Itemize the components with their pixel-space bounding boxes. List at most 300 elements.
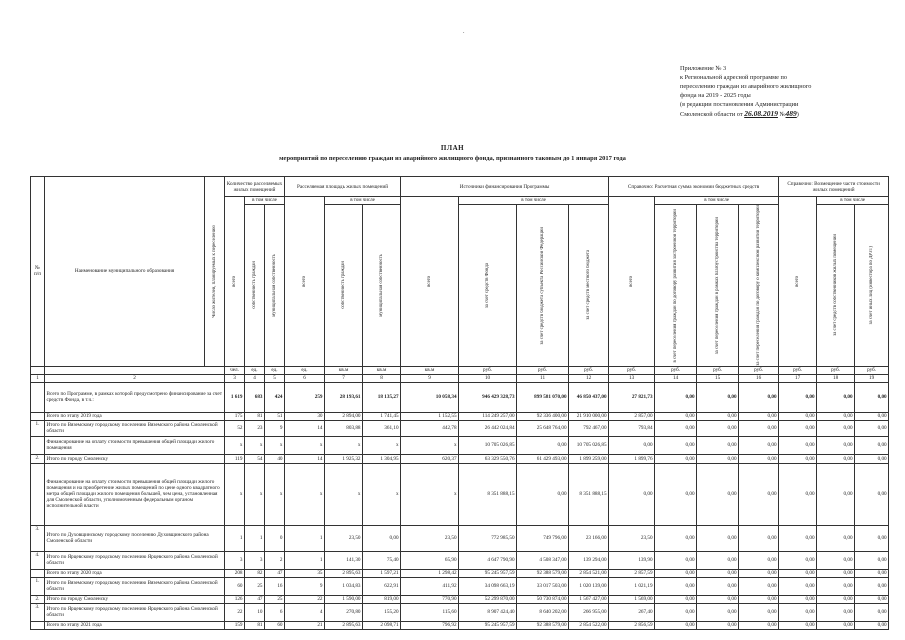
value-cell: 0,00 bbox=[655, 412, 697, 420]
value-cell: 0,00 bbox=[817, 595, 855, 603]
value-cell: 1 304,95 bbox=[363, 454, 401, 463]
value-cell: x bbox=[363, 463, 401, 525]
value-cell: 0,00 bbox=[697, 463, 739, 525]
header-comp-b-text: за счет иных лиц (инвестора по ДРЗТ) bbox=[868, 246, 874, 325]
header-comp-b bbox=[855, 205, 889, 367]
column-number-cell: 16 bbox=[739, 374, 779, 382]
value-cell: 819,00 bbox=[363, 595, 401, 603]
value-cell: 2 857,59 bbox=[609, 569, 655, 577]
value-cell: 361,10 bbox=[363, 420, 401, 436]
row-number: 4. bbox=[31, 551, 45, 569]
value-cell: x bbox=[225, 436, 245, 454]
value-cell: 0,00 bbox=[739, 595, 779, 603]
header-no: № п/п bbox=[31, 177, 45, 367]
row-number: 1. bbox=[31, 577, 45, 595]
value-cell: 63 329 550,76 bbox=[459, 454, 517, 463]
value-cell: 10 705 026,85 bbox=[569, 436, 609, 454]
document-title: ПЛАН bbox=[440, 144, 465, 152]
value-cell: 139 294,00 bbox=[569, 551, 609, 569]
value-cell: 0,00 bbox=[855, 436, 889, 454]
value-cell: 0,00 bbox=[817, 463, 855, 525]
row-number: 3. bbox=[31, 603, 45, 621]
table-row bbox=[31, 577, 889, 595]
value-cell: 23 166,00 bbox=[569, 525, 609, 551]
value-cell: 208 bbox=[225, 569, 245, 577]
value-cell: 0,00 bbox=[817, 621, 855, 629]
header-fin-total-text: всего bbox=[426, 275, 432, 287]
header-area-municipal bbox=[363, 205, 401, 367]
table-row bbox=[31, 436, 889, 454]
column-number-cell: 2 bbox=[45, 374, 225, 382]
value-cell: 0,00 bbox=[739, 454, 779, 463]
value-cell: 2 856,59 bbox=[609, 621, 655, 629]
unit-cell: руб. bbox=[779, 366, 817, 374]
value-cell: 0,00 bbox=[817, 420, 855, 436]
value-cell: 0,00 bbox=[855, 577, 889, 595]
value-cell: x bbox=[325, 463, 363, 525]
municipality-name: Финансирование на оплату стоимости превышения общей площади жилого помещения и на приобретение жилых помещений по цене одного квадратного метра общей площади жилого помещения большей, чем цена, установленная для Смоленской области, уполномоченным федеральным органом исполнительной власти bbox=[45, 463, 225, 525]
value-cell: 0,00 bbox=[739, 621, 779, 629]
value-cell: x bbox=[265, 436, 285, 454]
value-cell: 442,78 bbox=[401, 420, 459, 436]
appendix-line-suffix: ) bbox=[796, 111, 799, 118]
value-cell: 35 bbox=[285, 569, 325, 577]
appendix-line: (в редакции постановления Администрации bbox=[680, 101, 799, 108]
value-cell: 22 bbox=[225, 603, 245, 621]
column-number-cell: 1 bbox=[31, 374, 45, 382]
value-cell: 770,90 bbox=[401, 595, 459, 603]
header-comp-total-text: всего bbox=[794, 275, 800, 287]
value-cell: 0,00 bbox=[817, 412, 855, 420]
unit-cell: кв.м bbox=[363, 366, 401, 374]
value-cell: 52 bbox=[225, 420, 245, 436]
column-number-cell: 6 bbox=[285, 374, 325, 382]
header-rooms-private-text: собственность граждан bbox=[251, 261, 257, 310]
unit-cell: руб. bbox=[817, 366, 855, 374]
value-cell: 0,00 bbox=[739, 382, 779, 412]
value-cell: 25 bbox=[265, 595, 285, 603]
value-cell: 1 020 139,00 bbox=[569, 577, 609, 595]
value-cell: 60 bbox=[265, 621, 285, 629]
value-cell: 8 907 424,40 bbox=[459, 603, 517, 621]
row-number: 2. bbox=[31, 595, 45, 603]
value-cell: 0,00 bbox=[655, 420, 697, 436]
unit-cell: руб. bbox=[609, 366, 655, 374]
plan-table-body bbox=[31, 382, 889, 629]
value-cell: 1 590,00 bbox=[325, 595, 363, 603]
row-number: 3. bbox=[31, 525, 45, 551]
value-cell: x bbox=[401, 436, 459, 454]
municipality-name: Всего по этапу 2020 года bbox=[45, 569, 225, 577]
table-row bbox=[31, 454, 889, 463]
value-cell: 622,91 bbox=[363, 577, 401, 595]
value-cell: 65,90 bbox=[401, 551, 459, 569]
row-number bbox=[31, 412, 45, 420]
value-cell: 0,00 bbox=[739, 420, 779, 436]
unit-cell: ед. bbox=[245, 366, 265, 374]
column-number-cell: 19 bbox=[855, 374, 889, 382]
value-cell: 0,00 bbox=[817, 551, 855, 569]
value-cell: 10 705 026,85 bbox=[459, 436, 517, 454]
unit-cell: руб. bbox=[697, 366, 739, 374]
header-municipality: Наименование муниципального образования bbox=[45, 177, 205, 367]
municipality-name: Итого по Вяземскому городскому поселению Вяземского района Смоленской области bbox=[45, 577, 225, 595]
value-cell: 0,00 bbox=[779, 525, 817, 551]
row-number: 1. bbox=[31, 420, 45, 436]
number-prefix: № bbox=[779, 111, 786, 118]
value-cell: 2 854 522,00 bbox=[569, 621, 609, 629]
value-cell: 95 245 957,59 bbox=[459, 621, 517, 629]
value-cell: 0,00 bbox=[697, 525, 739, 551]
value-cell: 0,00 bbox=[817, 436, 855, 454]
appendix-line: фонда на 2019 - 2025 годы bbox=[680, 92, 751, 99]
value-cell: 0,00 bbox=[609, 436, 655, 454]
table-row bbox=[31, 595, 889, 603]
value-cell: 0,00 bbox=[855, 621, 889, 629]
value-cell: 266 955,00 bbox=[569, 603, 609, 621]
value-cell: 0,00 bbox=[697, 436, 739, 454]
value-cell: 14 bbox=[285, 420, 325, 436]
value-cell: 803,88 bbox=[325, 420, 363, 436]
municipality-name: Итого по Духовщинскому городскому поселению Духовщинского района Смоленской области bbox=[45, 525, 225, 551]
header-rooms-total bbox=[225, 197, 245, 367]
value-cell: 2 bbox=[265, 551, 285, 569]
value-cell: 0,00 bbox=[817, 382, 855, 412]
value-cell: 1 bbox=[285, 525, 325, 551]
value-cell: 1 bbox=[225, 525, 245, 551]
header-rooms-municipal bbox=[265, 205, 285, 367]
value-cell: 0,00 bbox=[655, 595, 697, 603]
value-cell: 115,60 bbox=[401, 603, 459, 621]
value-cell: 9 bbox=[285, 577, 325, 595]
value-cell: 21 910 000,00 bbox=[569, 412, 609, 420]
value-cell: 22 bbox=[285, 595, 325, 603]
unit-cell: чел. bbox=[225, 366, 245, 374]
value-cell: 749 796,00 bbox=[517, 525, 569, 551]
value-cell: 61 429 493,00 bbox=[517, 454, 569, 463]
header-area-private bbox=[325, 205, 363, 367]
value-cell: 0,00 bbox=[697, 454, 739, 463]
value-cell: 0,00 bbox=[697, 420, 739, 436]
value-cell: 8 351 888,15 bbox=[459, 463, 517, 525]
municipality-name: Итого по Ярцевскому городскому поселению Ярцевского района Смоленской области bbox=[45, 551, 225, 569]
value-cell: 0,00 bbox=[779, 551, 817, 569]
value-cell: 139,90 bbox=[609, 551, 655, 569]
header-rooms-total-text: всего bbox=[231, 275, 237, 287]
value-cell: 0,00 bbox=[655, 621, 697, 629]
value-cell: 0,00 bbox=[855, 420, 889, 436]
value-cell: 0,00 bbox=[697, 595, 739, 603]
value-cell: 81 bbox=[245, 621, 265, 629]
value-cell: 27 821,73 bbox=[609, 382, 655, 412]
handwritten-date: 26.08.2019 bbox=[744, 109, 778, 118]
value-cell: 2 857,00 bbox=[609, 412, 655, 420]
value-cell: 0,00 bbox=[855, 595, 889, 603]
value-cell: 60 bbox=[225, 577, 245, 595]
unit-cell: руб. bbox=[569, 366, 609, 374]
value-cell: 0,00 bbox=[817, 603, 855, 621]
unit-cell: руб. bbox=[739, 366, 779, 374]
appendix-line: Приложение № 3 bbox=[680, 65, 727, 72]
value-cell: 0,00 bbox=[697, 621, 739, 629]
value-cell: 0,00 bbox=[697, 603, 739, 621]
appendix-block bbox=[680, 64, 885, 119]
unit-cell bbox=[31, 366, 45, 374]
value-cell: 0,00 bbox=[855, 525, 889, 551]
column-number-cell: 15 bbox=[697, 374, 739, 382]
value-cell: 899 581 070,00 bbox=[517, 382, 569, 412]
value-cell: 1 899 259,00 bbox=[569, 454, 609, 463]
table-row bbox=[31, 569, 889, 577]
header-residents bbox=[205, 177, 225, 367]
value-cell: 10 bbox=[245, 603, 265, 621]
value-cell: 23,50 bbox=[609, 525, 655, 551]
header-area-municipal-text: муниципальная собственность bbox=[378, 253, 384, 317]
municipality-name: Итого по городу Смоленску bbox=[45, 595, 225, 603]
value-cell: 1 034,83 bbox=[325, 577, 363, 595]
value-cell: 2 895,63 bbox=[325, 621, 363, 629]
value-cell: x bbox=[401, 463, 459, 525]
table-row bbox=[31, 603, 889, 621]
value-cell: 0,00 bbox=[655, 569, 697, 577]
value-cell: 126 bbox=[225, 595, 245, 603]
value-cell: 0,00 bbox=[779, 603, 817, 621]
value-cell: 0,00 bbox=[655, 463, 697, 525]
value-cell: 424 bbox=[265, 382, 285, 412]
value-cell: x bbox=[245, 463, 265, 525]
value-cell: x bbox=[363, 436, 401, 454]
header-area-total-text: всего bbox=[301, 275, 307, 287]
value-cell: 1 925,32 bbox=[325, 454, 363, 463]
header-fin-total bbox=[401, 197, 459, 367]
unit-cell: кв.м bbox=[325, 366, 363, 374]
value-cell: 23,50 bbox=[401, 525, 459, 551]
value-cell: 141,30 bbox=[325, 551, 363, 569]
value-cell: 0,00 bbox=[655, 436, 697, 454]
value-cell: 3 bbox=[245, 551, 265, 569]
value-cell: 1 569,00 bbox=[609, 595, 655, 603]
column-number-cell: 3 bbox=[225, 374, 245, 382]
value-cell: 0,00 bbox=[779, 577, 817, 595]
value-cell: 2 894,00 bbox=[325, 412, 363, 420]
header-rooms-including: в том числе bbox=[245, 197, 285, 205]
value-cell: 47 bbox=[265, 569, 285, 577]
header-fin-fund bbox=[459, 205, 517, 367]
value-cell: 75,40 bbox=[363, 551, 401, 569]
value-cell: 0,00 bbox=[817, 454, 855, 463]
row-number bbox=[31, 436, 45, 454]
value-cell: 0,00 bbox=[817, 569, 855, 577]
header-comp-including: в том числе bbox=[817, 197, 889, 205]
value-cell: 47 bbox=[245, 595, 265, 603]
value-cell: 0,00 bbox=[739, 603, 779, 621]
value-cell: 0,00 bbox=[609, 463, 655, 525]
column-number-cell: 8 bbox=[363, 374, 401, 382]
unit-cell: кв.м bbox=[401, 366, 459, 374]
row-number: 2. bbox=[31, 454, 45, 463]
table-row bbox=[31, 420, 889, 436]
table-row bbox=[31, 551, 889, 569]
value-cell: 81 bbox=[245, 412, 265, 420]
value-cell: 411,92 bbox=[401, 577, 459, 595]
document-subtitle: мероприятий по переселению граждан из аварийного жилищного фонда, признанного таковым до 1 января 2017 года bbox=[279, 155, 626, 162]
value-cell: 1 152,55 bbox=[401, 412, 459, 420]
value-cell: 0,00 bbox=[739, 569, 779, 577]
value-cell: 946 429 328,73 bbox=[459, 382, 517, 412]
value-cell: 0,00 bbox=[779, 595, 817, 603]
header-comp-total bbox=[779, 197, 817, 367]
column-numbers-row bbox=[31, 374, 889, 382]
value-cell: 1 597,21 bbox=[363, 569, 401, 577]
column-number-cell: 7 bbox=[325, 374, 363, 382]
unit-cell: ед. bbox=[265, 366, 285, 374]
value-cell: 0,00 bbox=[739, 577, 779, 595]
value-cell: 8 640 202,00 bbox=[517, 603, 569, 621]
value-cell: 10 058,34 bbox=[401, 382, 459, 412]
header-reference-compensation: Справочно: Возмещение части стоимости жилых помещений bbox=[779, 177, 889, 197]
value-cell: 793,84 bbox=[609, 420, 655, 436]
value-cell: 0,00 bbox=[779, 569, 817, 577]
value-cell: 0,00 bbox=[779, 382, 817, 412]
header-dot: . bbox=[463, 29, 465, 35]
row-number bbox=[31, 463, 45, 525]
value-cell: 46 850 437,00 bbox=[569, 382, 609, 412]
value-cell: 0,00 bbox=[697, 412, 739, 420]
value-cell: 0,00 bbox=[779, 412, 817, 420]
header-saving-including: в том числе bbox=[655, 197, 779, 205]
value-cell: 9 bbox=[265, 420, 285, 436]
value-cell: 0,00 bbox=[739, 551, 779, 569]
value-cell: 28 193,61 bbox=[325, 382, 363, 412]
appendix-line: к Региональной адресной программе по bbox=[680, 74, 788, 81]
header-saving-total bbox=[609, 197, 655, 367]
municipality-name: Финансирование на оплату стоимости превышения общей площади жилого помещения bbox=[45, 436, 225, 454]
column-number-cell: 13 bbox=[609, 374, 655, 382]
header-residents-text: Число жителей, планируемых к переселению bbox=[211, 224, 217, 318]
unit-cell: ед. bbox=[285, 366, 325, 374]
value-cell: 4 bbox=[285, 603, 325, 621]
header-comp-a-text: за счет средств собственников жилых помещений bbox=[832, 234, 838, 337]
value-cell: 25 648 764,00 bbox=[517, 420, 569, 436]
column-number-cell: 10 bbox=[459, 374, 517, 382]
value-cell: 92 336 400,00 bbox=[517, 412, 569, 420]
header-saving-a-text: в счет переселения граждан по договору развития застроенной территории bbox=[672, 208, 678, 363]
value-cell: 114 249 257,00 bbox=[459, 412, 517, 420]
value-cell: 0,00 bbox=[855, 412, 889, 420]
header-fin-local-text: за счет средств местного бюджета bbox=[585, 250, 591, 321]
value-cell: 95 245 957,59 bbox=[459, 569, 517, 577]
value-cell: 0,00 bbox=[779, 621, 817, 629]
value-cell: 50 730 874,00 bbox=[517, 595, 569, 603]
value-cell: 772 985,50 bbox=[459, 525, 517, 551]
row-number bbox=[31, 621, 45, 629]
value-cell: 92 388 579,00 bbox=[517, 569, 569, 577]
value-cell: 0,00 bbox=[739, 463, 779, 525]
value-cell: 0,00 bbox=[855, 551, 889, 569]
value-cell: 16 bbox=[265, 577, 285, 595]
value-cell: 175 bbox=[225, 412, 245, 420]
value-cell: 0,00 bbox=[817, 525, 855, 551]
value-cell: 33 017 503,00 bbox=[517, 577, 569, 595]
value-cell: 620,37 bbox=[401, 454, 459, 463]
header-fin-subject-text: за счет средств бюджета субъекта Российской Федерации bbox=[539, 226, 545, 345]
value-cell: 52 299 870,00 bbox=[459, 595, 517, 603]
header-saving-a bbox=[655, 205, 697, 367]
value-cell: 92 388 579,00 bbox=[517, 621, 569, 629]
table-row bbox=[31, 412, 889, 420]
municipality-name: Итого по городу Смоленску bbox=[45, 454, 225, 463]
value-cell: 21 bbox=[285, 621, 325, 629]
header-area-private-text: собственность граждан bbox=[340, 261, 346, 310]
value-cell: 1 619 bbox=[225, 382, 245, 412]
value-cell: 1 298,42 bbox=[401, 569, 459, 577]
header-area: Расселяемая площадь жилых помещений bbox=[285, 177, 401, 197]
value-cell: 1 741,45 bbox=[363, 412, 401, 420]
municipality-name: Всего по Программе, в рамках которой предусмотрено финансирование за счет средств Фонда, в т.ч.: bbox=[45, 382, 225, 412]
unit-cell: руб. bbox=[855, 366, 889, 374]
value-cell: 792 467,00 bbox=[569, 420, 609, 436]
column-number-cell: 4 bbox=[245, 374, 265, 382]
value-cell: 0,00 bbox=[655, 525, 697, 551]
municipality-name: Итого по Вяземскому городскому поселению Вяземского района Смоленской области bbox=[45, 420, 225, 436]
value-cell: x bbox=[285, 436, 325, 454]
value-cell: 14 bbox=[285, 454, 325, 463]
value-cell: 0,00 bbox=[697, 382, 739, 412]
header-comp-a bbox=[817, 205, 855, 367]
value-cell: 4 647 790,90 bbox=[459, 551, 517, 569]
value-cell: 54 bbox=[245, 454, 265, 463]
municipality-name: Всего по этапу 2021 года bbox=[45, 621, 225, 629]
value-cell: 0,00 bbox=[655, 577, 697, 595]
column-number-cell: 5 bbox=[265, 374, 285, 382]
header-rooms-count: Количество расселяемых жилых помещений bbox=[225, 177, 285, 197]
value-cell: 1 899,76 bbox=[609, 454, 655, 463]
value-cell: 0,00 bbox=[739, 525, 779, 551]
value-cell: 267,40 bbox=[609, 603, 655, 621]
table-row bbox=[31, 525, 889, 551]
column-number-cell: 14 bbox=[655, 374, 697, 382]
value-cell: 159 bbox=[225, 621, 245, 629]
value-cell: 18 135,27 bbox=[363, 382, 401, 412]
value-cell: 0,00 bbox=[739, 436, 779, 454]
unit-cell: руб. bbox=[517, 366, 569, 374]
column-number-cell: 9 bbox=[401, 374, 459, 382]
value-cell: 259 bbox=[285, 382, 325, 412]
handwritten-number: 489 bbox=[785, 109, 797, 118]
units-row bbox=[31, 366, 889, 374]
header-area-total bbox=[285, 197, 325, 367]
value-cell: 683 bbox=[245, 382, 265, 412]
column-number-cell: 11 bbox=[517, 374, 569, 382]
value-cell: 2 098,71 bbox=[363, 621, 401, 629]
column-number-cell: 12 bbox=[569, 374, 609, 382]
value-cell: 0,00 bbox=[655, 603, 697, 621]
value-cell: 119 bbox=[225, 454, 245, 463]
value-cell: 0,00 bbox=[779, 454, 817, 463]
value-cell: 0,00 bbox=[855, 463, 889, 525]
appendix-date-line bbox=[680, 109, 885, 119]
value-cell: 0,00 bbox=[655, 382, 697, 412]
value-cell: 0,00 bbox=[517, 436, 569, 454]
value-cell: x bbox=[285, 463, 325, 525]
value-cell: 0,00 bbox=[655, 551, 697, 569]
value-cell: 0,00 bbox=[855, 603, 889, 621]
header-rooms-municipal-text: муниципальная собственность bbox=[271, 253, 277, 317]
header-fin-subject bbox=[517, 205, 569, 367]
table-row bbox=[31, 621, 889, 629]
value-cell: 0,00 bbox=[655, 454, 697, 463]
value-cell: 40 bbox=[265, 454, 285, 463]
